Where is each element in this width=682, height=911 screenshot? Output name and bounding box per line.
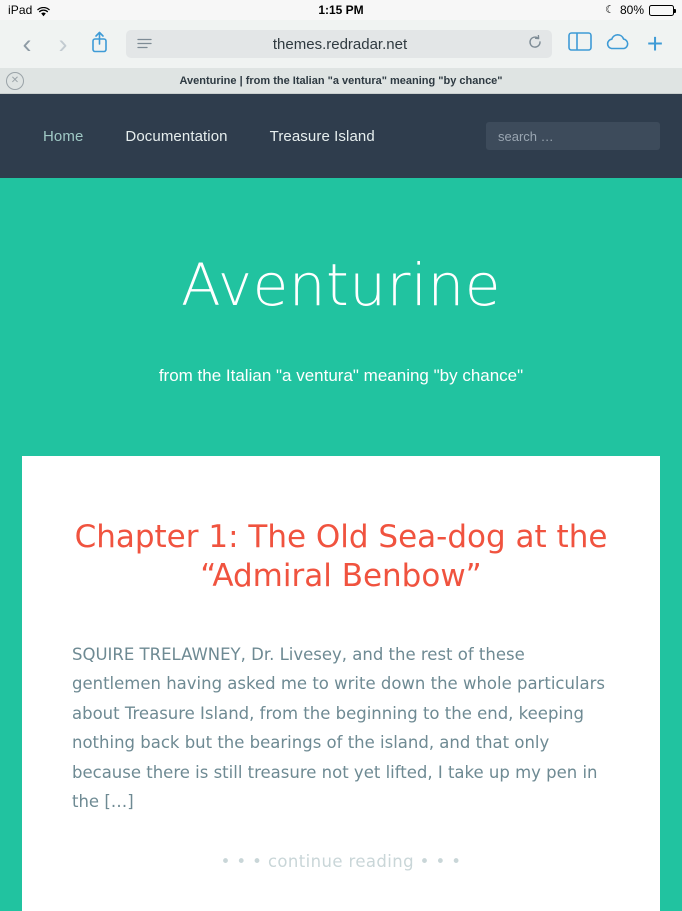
back-button[interactable]: ‹ — [22, 28, 32, 59]
battery-icon — [649, 5, 674, 16]
site-navigation-bar — [0, 94, 682, 178]
wifi-icon — [37, 6, 50, 16]
moon-icon: ☾ — [605, 3, 615, 16]
nav-link-documentation[interactable]: Documentation — [125, 127, 228, 145]
post-excerpt: SQUIRE TRELAWNEY, Dr. Livesey, and the rest of these gentlemen having asked me to write down the whole particulars about Treasure Island, from the beginning to the end, keeping nothing back but the bearings of the island, and that only because there is still treasure not yet lifted, I take up my pen in the […] — [72, 645, 606, 811]
share-icon[interactable] — [86, 31, 112, 58]
web-page — [0, 94, 682, 911]
forward-button[interactable]: › — [58, 28, 68, 59]
nav-link-home[interactable]: Home — [43, 127, 84, 145]
tab-strip — [0, 68, 682, 94]
reload-icon[interactable] — [526, 35, 544, 53]
url-text[interactable]: themes.redradar.net — [272, 35, 408, 53]
reader-view-icon[interactable] — [134, 36, 154, 53]
bookmarks-icon[interactable] — [566, 32, 594, 56]
nav-link-treasure-island[interactable]: Treasure Island — [269, 127, 375, 145]
status-bar-right — [605, 3, 674, 17]
search-input[interactable] — [486, 122, 660, 150]
battery-percent-label: 80% — [619, 3, 644, 17]
device-name: iPad — [8, 3, 33, 17]
site-title: Aventurine — [181, 251, 501, 319]
search-container — [486, 122, 660, 150]
nav-links — [22, 128, 396, 145]
close-icon[interactable]: ✕ — [6, 72, 24, 90]
status-bar-clock: 1:15 PM — [318, 3, 364, 17]
ios-status-bar — [0, 0, 682, 20]
status-bar-left — [8, 3, 50, 17]
content-band — [0, 456, 682, 911]
address-bar[interactable] — [126, 30, 552, 58]
post-title[interactable]: Chapter 1: The Old Sea-dog at the “Admiral Benbow” — [74, 519, 608, 595]
browser-toolbar — [0, 20, 682, 68]
post-card — [22, 456, 660, 911]
cloud-icon[interactable] — [604, 33, 632, 56]
new-tab-button[interactable]: + — [646, 28, 664, 59]
continue-reading-link[interactable]: • • • continue reading • • • — [220, 852, 462, 872]
tab-title[interactable]: Aventurine | from the Italian "a ventura" meaning "by chance" — [179, 74, 503, 87]
hero-section — [0, 178, 682, 456]
site-tagline: from the Italian "a ventura" meaning "by chance" — [158, 366, 524, 385]
